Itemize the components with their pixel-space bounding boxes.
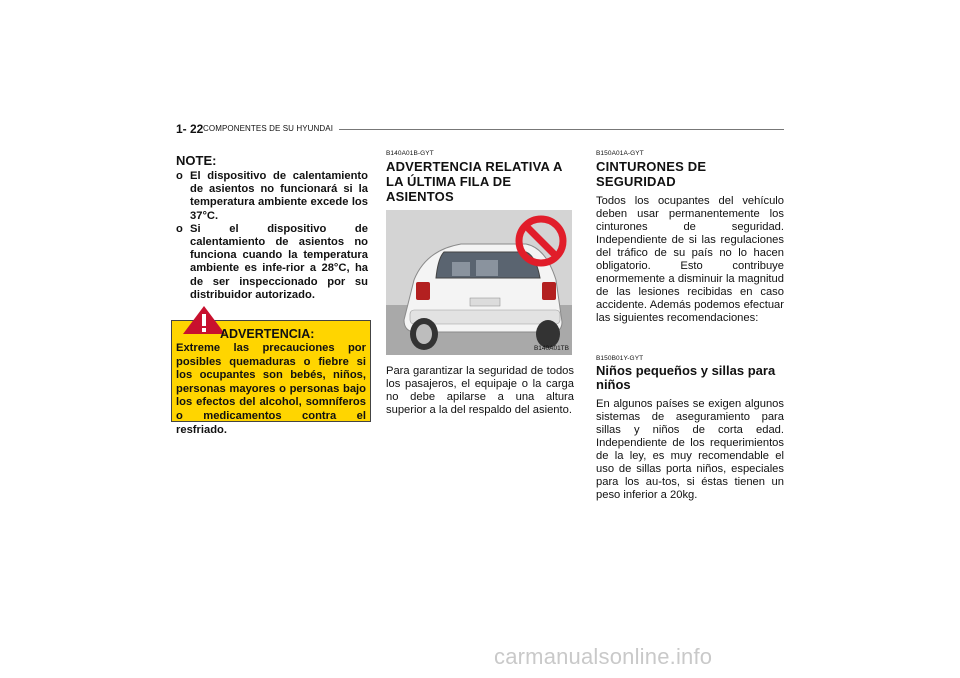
column-middle (386, 150, 574, 417)
note-item-text: Si el dispositivo de calentamiento de asientos no funciona cuando la temperatura ambiente es infe-rior a 28°C, ha de ser inspeccionado por su distribuidor autorizado. (190, 222, 368, 301)
car-rear-photo (386, 210, 572, 355)
note-item-text: El dispositivo de calentamiento de asientos no funcionará si la temperatura ambiente excede los 37°C. (190, 170, 368, 222)
note-title: NOTE: (176, 153, 217, 168)
child-seats-text: En algunos países se exigen algunos sistemas de aseguramiento para sillas y niños de corta edad. Independiente de los requerimientos de la ley, es muy recomendable el uso de sillas porta niños, especiales para los au-tos, si éstas tienen un peso inferior a 20kg. (596, 398, 784, 501)
page-header (176, 122, 788, 136)
note-item (176, 223, 368, 302)
section-code: B140A01B-GYT (386, 150, 434, 157)
section-code: B150A01A-GYT (596, 150, 644, 157)
section-code: B150B01Y-GYT (596, 355, 644, 362)
rear-seat-text: Para garantizar la seguridad de todos los pasajeros, el equipaje o la carga no debe apilarse a una altura superior a la del respaldo del asiento. (386, 365, 574, 416)
column-right (596, 150, 784, 502)
bullet-marker: o (176, 222, 183, 235)
child-seats-section (596, 355, 784, 502)
note-item (176, 170, 368, 223)
warning-title: ADVERTENCIA: (220, 327, 315, 341)
seat-belts-heading: CINTURONES DE SEGURIDAD (596, 159, 707, 189)
warning-text: Extreme las precauciones por posibles quemaduras o fiebre si los ocupantes son bebés, niños, personas mayores o personas bajo los efectos del alcohol, somníferos o medicamentos contra el resfriado. (176, 342, 366, 436)
watermark: carmanualsonline.info (494, 644, 713, 669)
child-seats-heading: Niños pequeños y sillas para niños (596, 363, 776, 392)
section-name: COMPONENTES DE SU HYUNDAI (203, 124, 334, 133)
note-list (176, 170, 368, 302)
image-code: B140A01TB (533, 345, 569, 352)
header-rule (339, 129, 784, 130)
warning-box (171, 320, 371, 436)
column-left (176, 150, 368, 302)
seat-belts-text: Todos los ocupantes del vehículo deben usar permanentemente los cinturones de seguridad. Independiente de si las regulaciones del tráfico de su país no lo hacen obligatorio. Esto contribuye enormemente a disminuir la magnitud de las lesiones recibidas en caso accidente. Además podemos efectuar las siguientes recomendaciones: (596, 195, 784, 324)
bullet-marker: o (176, 170, 183, 182)
prohibition-icon (514, 214, 568, 268)
rear-seat-heading: ADVERTENCIA RELATIVA A LA ÚLTIMA FILA DE ASIENTOS (386, 159, 563, 204)
page-number: 1- 22 (176, 122, 204, 136)
